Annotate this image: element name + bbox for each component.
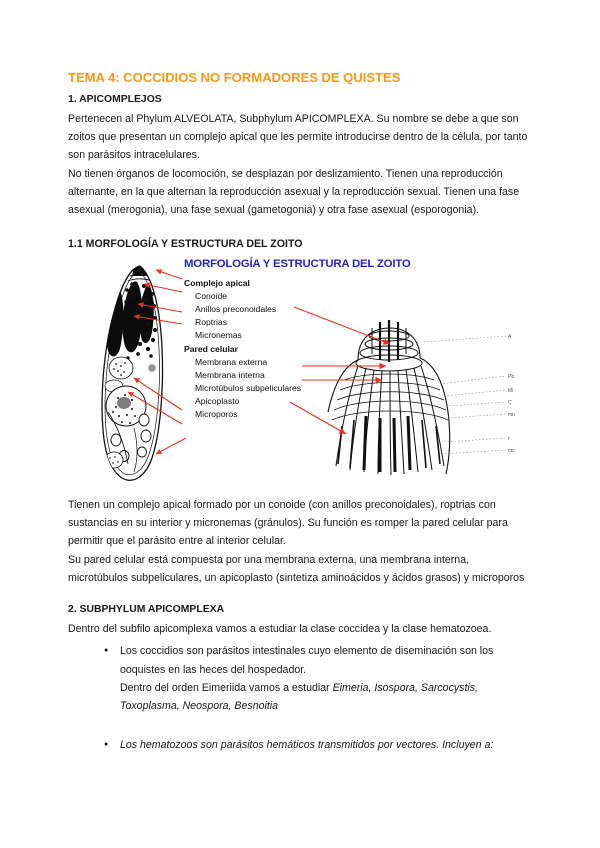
list-item-coccidios	[104, 642, 532, 715]
figure-label-membrana-externa: Membrana externa	[195, 356, 268, 367]
list-item-hematozoos: ● Los hematozoos son parásitos hemáticos transmitidos por vectores. Incluyen a:	[104, 736, 532, 754]
figure-label-complejo-apical: Complejo apical	[184, 278, 250, 289]
bullet-list-clases	[68, 642, 532, 754]
section-heading-apicomplejos: 1. APICOMPLEJOS	[68, 93, 162, 105]
figure-label-membrana-interna: Membrana interna	[195, 369, 265, 380]
figure-label-conoide: Conoide	[195, 291, 228, 302]
paragraph-pared-celular: Su pared celular está compuesta por una membrana externa, una membrana interna, microtúbulos subpeliculares, un apicoplasto (sintetiza aminoácidos y ácidos grasos) y microporos	[68, 553, 525, 584]
apical-complex-illustration	[294, 320, 534, 480]
document-content	[68, 70, 532, 754]
paragraph-subfilo-intro: Dentro del subfilo apicomplexa vamos a estudiar la clase coccidea y la clase hematozoea.	[68, 623, 492, 636]
subheading-morfologia: 1.1 MORFOLOGÍA Y ESTRUCTURA DEL ZOITO	[68, 238, 303, 251]
figure-label-microtubulos-subpeliculares: Microtúbulos subpeliculares	[195, 382, 302, 393]
figure-label-microporos: Microporos	[195, 408, 238, 419]
zoite-cell-illustration	[94, 264, 180, 486]
paragraph-apicomplexa-intro: Pertenecen al Phylum ALVEOLATA, Subphylum APICOMPLEXA. Su nombre se debe a que son zoitos que presentan un complejo apical que les permite introducirse dentro de la célula, por tanto son parásitos intracelulares.	[68, 112, 528, 162]
svg-text:Mi: Mi	[508, 388, 514, 395]
section-heading-subphylum: 2. SUBPHYLUM APICOMPLEXA	[68, 604, 225, 616]
paragraph-complejo-apical: Tienen un complejo apical formado por un conoide (con anillos preconoidales), roptrias con sustancias en su interior y micronemas (gránulos). Su función es romper la pared celular para permitir que el parásito entre al interior celular.	[68, 499, 508, 548]
paragraph-locomocion: No tienen órganos de locomoción, se desplazan por deslizamiento. Tienen una reproducción alternante, en la que alternan la reproducción asexual y la reproducción sexual. Tienen una fase asexual (merogonia), una fase sexual (gametogonia) y otra fase asexual (esporogonia).	[68, 167, 520, 216]
figure-title: MORFOLOGÍA Y ESTRUCTURA DEL ZOITO	[184, 258, 411, 271]
figure-label-micronemas: Micronemas	[195, 330, 242, 341]
figure-zoito-morfologia	[94, 258, 534, 486]
list-item-eimeriida-prefix: Dentro del orden Eimeriida vamos a estudiar	[120, 681, 333, 694]
figure-label-anillos-preconoidales: Anillos preconoidales	[195, 304, 277, 315]
svg-text:mc: mc	[508, 448, 515, 455]
figure-label-apicoplasto: Apicoplasto	[195, 395, 240, 406]
svg-text:r: r	[508, 436, 510, 443]
svg-text:C: C	[508, 400, 512, 407]
list-item-genera: Eimeria, Isospora, Sarcocystis, Toxoplasma, Neospora, Besnoitia	[120, 681, 478, 713]
svg-text:A: A	[508, 334, 512, 341]
svg-text:Pb: Pb	[508, 374, 515, 381]
svg-text:mn: mn	[508, 412, 515, 419]
list-item-coccidios-line1: Los coccidios son parásitos intestinales cuyo elemento de diseminación son los ooquistes en las heces del hospedador.	[120, 645, 494, 676]
page-title: TEMA 4: COCCIDIOS NO FORMADORES DE QUISTES	[68, 70, 401, 85]
figure-label-roptrias: Roptrias	[195, 317, 227, 328]
figure-label-pared-celular: Pared celular	[184, 343, 238, 354]
